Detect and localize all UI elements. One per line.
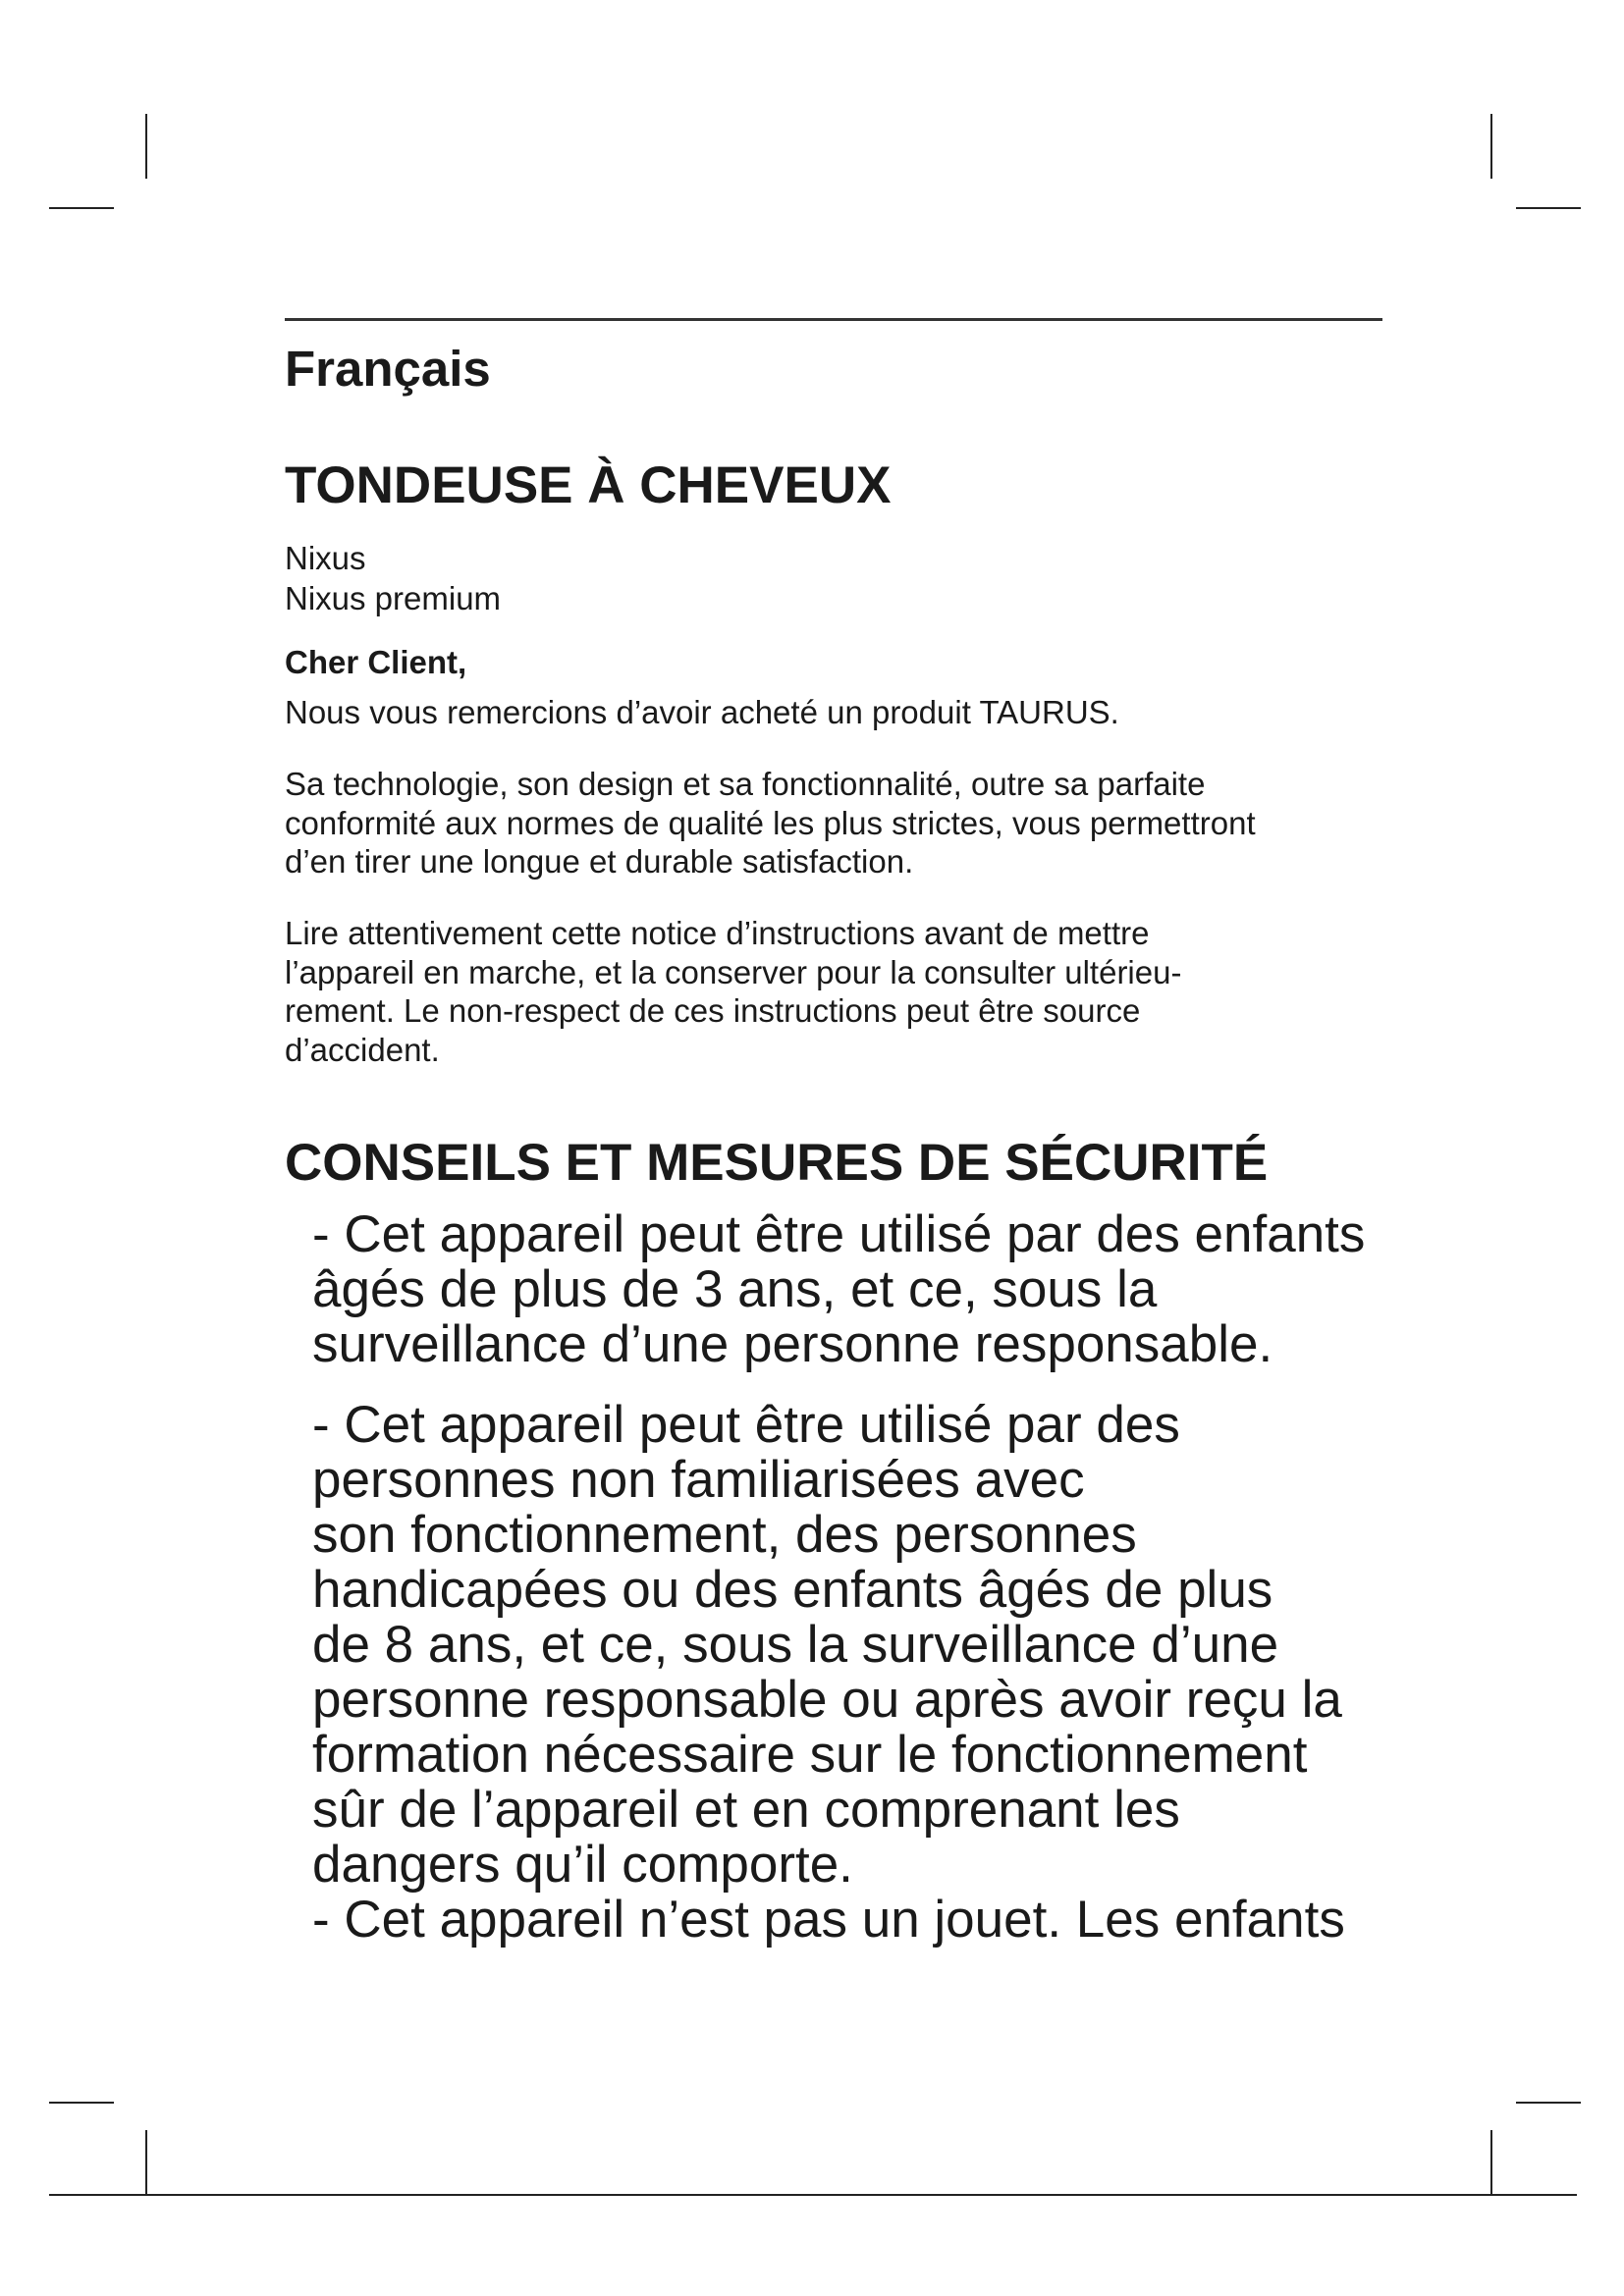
crop-mark-bottom-left-horizontal <box>49 2102 114 2104</box>
greeting: Cher Client, <box>285 644 467 680</box>
header-rule <box>285 318 1382 321</box>
language-heading: Français <box>285 341 491 397</box>
model-name: Nixus <box>285 540 366 576</box>
crop-mark-top-left-vertical <box>145 114 147 179</box>
safety-item: - Cet appareil peut être utilisé par des personnes non familiarisées avec son fonctionnement, des personnes handicapées ou des enfants âgés de plus de 8 ans, et ce, sous la surveillance d’une personne responsable ou après avoir reçu la formation nécessaire sur le fonctionnement sûr de l’appareil et en comprenant les dangers qu’il comporte. <box>312 1396 1342 1894</box>
safety-item: - Cet appareil n’est pas un jouet. Les enfants <box>312 1891 1345 1949</box>
model-list <box>285 538 501 618</box>
intro-paragraph: Nous vous remercions d’avoir acheté un produit TAURUS. <box>285 694 1119 730</box>
safety-item: - Cet appareil peut être utilisé par des enfants âgés de plus de 3 ans, et ce, sous la surveillance d’une personne responsable. <box>312 1205 1366 1373</box>
crop-mark-top-right-vertical <box>1490 114 1492 179</box>
safety-heading: CONSEILS ET MESURES DE SÉCURITÉ <box>285 1134 1269 1192</box>
crop-mark-top-left-horizontal <box>49 207 114 209</box>
product-title: TONDEUSE À CHEVEUX <box>285 456 892 514</box>
intro-paragraph: Lire attentivement cette notice d’instructions avant de mettre l’appareil en marche, et la conserver pour la consulter ultérieu- rement. Le non-respect de ces instructions peut être source d’accident. <box>285 915 1182 1068</box>
crop-mark-bottom-right-vertical <box>1490 2130 1492 2195</box>
crop-mark-top-right-horizontal <box>1516 207 1581 209</box>
model-name: Nixus premium <box>285 580 502 616</box>
crop-mark-bottom-left-vertical <box>145 2130 147 2195</box>
intro-paragraph: Sa technologie, son design et sa fonctionnalité, outre sa parfaite conformité aux normes de qualité les plus strictes, vous permettront d’en tirer une longue et durable satisfaction. <box>285 766 1256 880</box>
crop-mark-bottom-right-horizontal <box>1516 2102 1581 2104</box>
bottom-trim-line <box>49 2194 1577 2196</box>
